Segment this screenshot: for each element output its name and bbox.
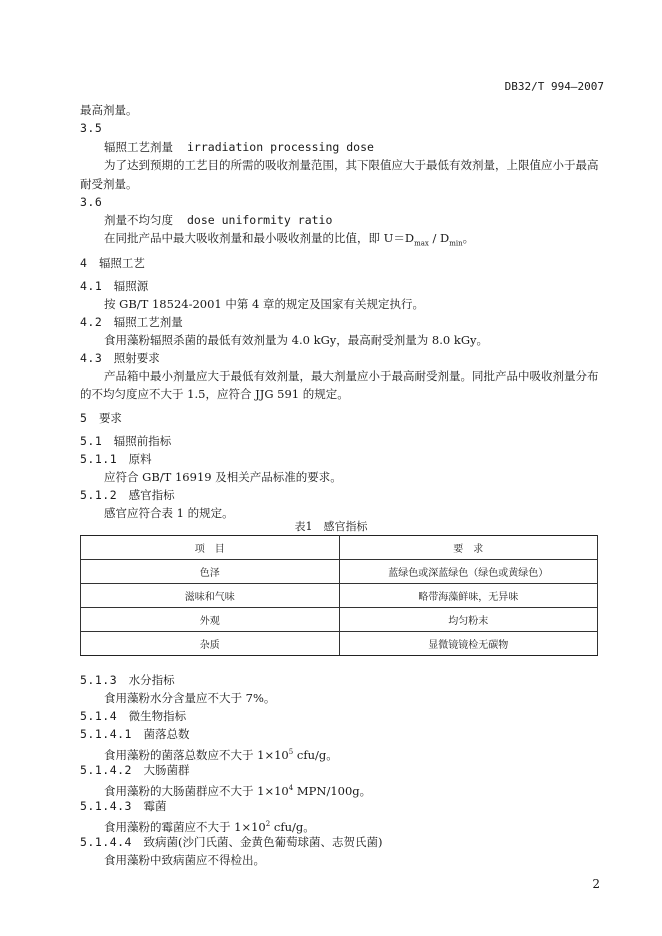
table-caption: 表1 感官指标 <box>294 520 368 533</box>
section-number: 4.3 <box>80 351 103 365</box>
table-row <box>81 560 598 584</box>
table-row <box>81 584 598 608</box>
section-number: 5.1.4 <box>80 709 118 723</box>
section-heading <box>80 488 175 503</box>
section-text: 食用藻粉辐照杀菌的最低有效剂量为 4.0 kGy，最高耐受剂量为 8.0 kGy。 <box>104 333 489 347</box>
exponent: 5 <box>288 748 294 756</box>
limit-unit: cfu/g。 <box>293 747 338 762</box>
section-number: 5.1.1 <box>80 452 118 466</box>
table-cell: 色泽 <box>81 560 340 584</box>
table-cell: 均匀粉末 <box>339 608 598 632</box>
section-title: 辐照前指标 <box>113 434 172 448</box>
table-row <box>81 632 598 656</box>
page-number: 2 <box>592 877 600 891</box>
doc-code: DB32/T 994—2007 <box>504 80 604 93</box>
term-en: dose uniformity ratio <box>187 213 333 227</box>
section-text: 按 GB/T 18524-2001 中第 4 章的规定及国家有关规定执行。 <box>104 297 425 311</box>
section-heading <box>80 315 183 330</box>
section-title: 微生物指标 <box>128 709 187 723</box>
section-heading <box>80 799 166 814</box>
section-title: 辐照源 <box>113 279 149 293</box>
section-number: 3.6 <box>80 195 103 209</box>
table-cell: 杂质 <box>81 632 340 656</box>
section-text <box>104 817 315 835</box>
sensory-table <box>80 535 598 656</box>
table-cell: 蓝绿色或深蓝绿色（绿色或黄绿色） <box>339 560 598 584</box>
chapter-number: 5 <box>80 411 88 425</box>
term-en: irradiation processing dose <box>187 140 374 154</box>
section-number: 4.1 <box>80 279 103 293</box>
section-text-cont: 的不均匀度应不大于 1.5，应符合 JJG 591 的规定。 <box>80 387 349 401</box>
formula-text: / D <box>428 231 450 245</box>
section-number: 4.2 <box>80 315 103 329</box>
section-text: 感官应符合表 1 的规定。 <box>104 506 234 520</box>
table-row <box>81 608 598 632</box>
section-heading <box>80 351 160 366</box>
section-heading <box>80 727 189 742</box>
term-heading <box>104 213 332 228</box>
section-heading <box>80 763 189 778</box>
chapter-title: 要求 <box>98 411 122 425</box>
formula-text: 在同批产品中最大吸收剂量和最小吸收剂量的比值，即 U＝D <box>104 231 415 245</box>
term-definition-cont: 耐受剂量。 <box>80 177 138 191</box>
section-heading <box>80 835 382 850</box>
section-heading <box>80 673 175 688</box>
table-header-row <box>81 536 598 560</box>
section-number: 5.1.4.1 <box>80 727 132 741</box>
section-number: 5.1.4.2 <box>80 763 132 777</box>
term-definition <box>104 231 474 251</box>
table-cell: 显微镜镜检无碳物 <box>339 632 598 656</box>
table-header-cell: 项 目 <box>81 536 340 560</box>
section-title: 照射要求 <box>113 351 160 365</box>
section-heading <box>80 709 186 724</box>
table-cell: 外观 <box>81 608 340 632</box>
section-text: 食用藻粉中致病菌应不得检出。 <box>104 853 265 867</box>
section-text: 产品箱中最小剂量应大于最低有效剂量，最大剂量应小于最高耐受剂量。同批产品中吸收剂量分布 <box>104 369 599 383</box>
section-title: 水分指标 <box>128 673 175 687</box>
section-heading <box>80 452 152 467</box>
section-text: 应符合 GB/T 16919 及相关产品标准的要求。 <box>104 470 342 484</box>
chapter-heading <box>80 256 145 271</box>
term-definition: 为了达到预期的工艺目的所需的吸收剂量范围，其下限值应大于最低有效剂量，上限值应小于最高 <box>104 158 599 172</box>
exponent: 2 <box>265 820 271 828</box>
section-text <box>104 745 338 763</box>
section-title: 原料 <box>128 452 152 466</box>
term-heading <box>104 140 374 155</box>
chapter-title: 辐照工艺 <box>98 256 145 270</box>
section-title: 菌落总数 <box>143 727 190 741</box>
subscript-max: max <box>414 239 429 248</box>
section-heading <box>80 279 148 294</box>
limit-unit: MPN/100g。 <box>293 783 372 798</box>
term-zh: 辐照工艺剂量 <box>104 140 173 154</box>
subscript-min: min <box>449 239 463 248</box>
term-zh: 剂量不均匀度 <box>104 213 173 227</box>
formula-text: 。 <box>462 231 475 245</box>
chapter-number: 4 <box>80 256 88 270</box>
limit-unit: cfu/g。 <box>270 819 315 834</box>
limit-text: 食用藻粉的大肠菌群应不大于 1×10 <box>104 783 289 798</box>
limit-text: 食用藻粉的霉菌应不大于 1×10 <box>104 819 266 834</box>
section-title: 大肠菌群 <box>143 763 190 777</box>
section-text: 食用藻粉水分含量应不大于 7%。 <box>104 691 276 705</box>
exponent: 4 <box>288 784 294 792</box>
section-number: 3.5 <box>80 121 103 135</box>
section-title: 辐照工艺剂量 <box>113 315 183 329</box>
section-title: 霉菌 <box>143 799 167 813</box>
limit-text: 食用藻粉的菌落总数应不大于 1×10 <box>104 747 289 762</box>
table-cell: 略带海藻鲜味，无异味 <box>339 584 598 608</box>
table-cell: 滋味和气味 <box>81 584 340 608</box>
section-number: 5.1.4.3 <box>80 799 132 813</box>
section-number: 5.1.2 <box>80 488 118 502</box>
section-heading <box>80 434 171 449</box>
section-title: 感官指标 <box>128 488 175 502</box>
section-number: 5.1 <box>80 434 103 448</box>
table-header-cell: 要 求 <box>339 536 598 560</box>
section-text <box>104 781 371 799</box>
section-number: 5.1.3 <box>80 673 118 687</box>
section-title: 致病菌(沙门氏菌、金黄色葡萄球菌、志贺氏菌) <box>143 835 383 849</box>
prev-section-end: 最高剂量。 <box>80 103 138 117</box>
section-number: 5.1.4.4 <box>80 835 132 849</box>
chapter-heading <box>80 411 122 426</box>
